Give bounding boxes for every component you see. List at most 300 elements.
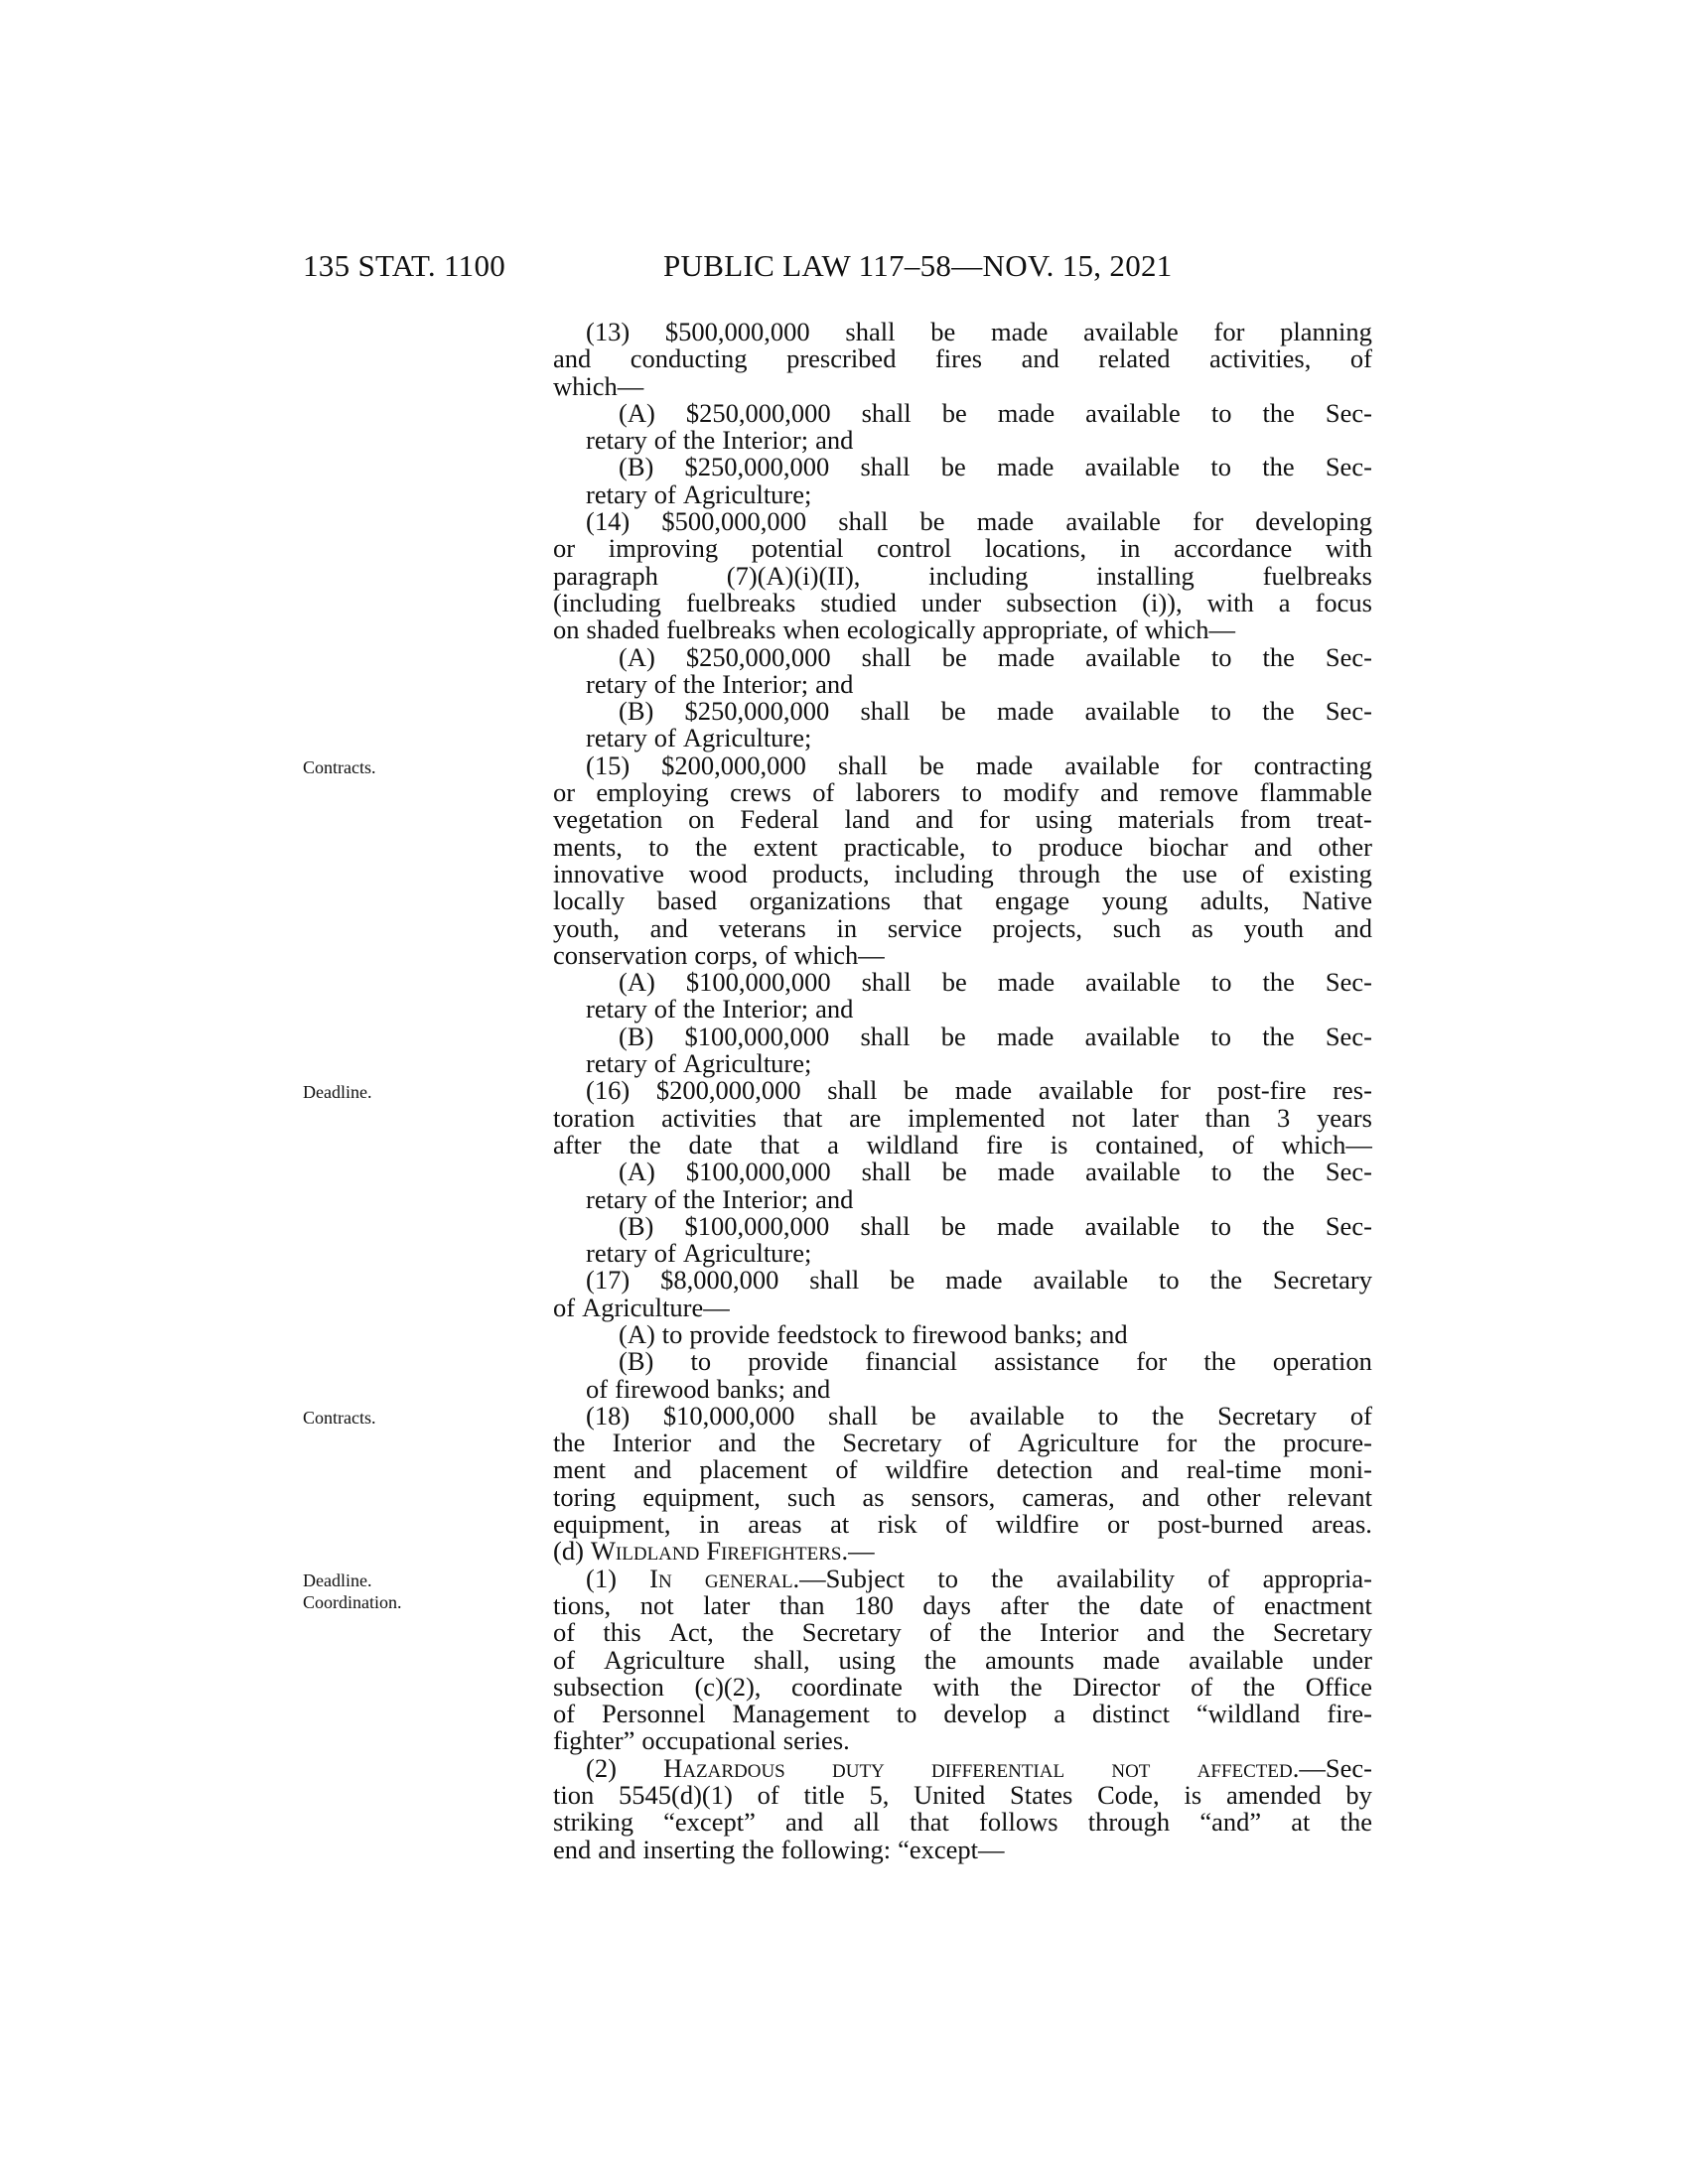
word: (18) (586, 1400, 631, 1431)
word: made (976, 506, 1035, 537)
small-caps-text: duty (832, 1752, 885, 1783)
word: engage (995, 886, 1070, 916)
word: be (930, 317, 956, 346)
word: wildland (866, 1129, 959, 1160)
word: be (890, 1265, 915, 1296)
word: the (742, 1834, 774, 1864)
word: available (1064, 750, 1160, 780)
word: “wildland (1196, 1699, 1301, 1729)
text-line (553, 1373, 1372, 1404)
small-caps-text: Firefighters (706, 1536, 842, 1567)
margin-note (303, 1407, 376, 1429)
word: areas. (1311, 1509, 1372, 1540)
word: when (782, 614, 840, 645)
word: available (1085, 397, 1181, 428)
word: shaded (586, 614, 660, 645)
word: other (1318, 831, 1372, 862)
word: fuelbreaks (685, 587, 796, 617)
margin-note-line: Coordination. (303, 1591, 402, 1612)
word: retary (586, 994, 647, 1024)
word (991, 1563, 1024, 1593)
word: and (1146, 1617, 1186, 1648)
word: the (1262, 452, 1295, 482)
word: made (996, 696, 1055, 727)
word: related (1098, 343, 1171, 374)
word: Agriculture; (682, 1238, 812, 1269)
text-line (553, 1183, 1372, 1214)
word: the (1262, 397, 1295, 428)
word: be (911, 1400, 936, 1431)
word (931, 1752, 1065, 1783)
word: of (653, 723, 676, 753)
word: the (553, 1428, 586, 1458)
word: other (1206, 1481, 1261, 1512)
word: (15) (586, 750, 631, 780)
word: banks; (716, 1373, 785, 1404)
text-line (553, 1318, 1372, 1349)
small-caps-text: Hazardous (663, 1752, 785, 1783)
word (1207, 1563, 1230, 1593)
word: to (1210, 1210, 1232, 1241)
word: is (1184, 1780, 1202, 1811)
word (591, 1538, 699, 1565)
word: retary (586, 1183, 647, 1214)
word: (7)(A)(i)(II), (726, 560, 861, 591)
word: (A) (619, 967, 655, 998)
word: available (1038, 1075, 1134, 1106)
word: financial (865, 1346, 958, 1377)
word: and (815, 668, 854, 699)
word: and (1100, 777, 1139, 808)
word: including (894, 858, 994, 888)
text-line (553, 996, 1372, 1023)
word: of (1191, 1671, 1213, 1702)
word (1196, 1752, 1372, 1783)
word: treat- (1316, 804, 1372, 835)
word: $200,000,000 (655, 1075, 801, 1106)
word: placement (699, 1454, 808, 1485)
word: at (1291, 1807, 1311, 1838)
word: than (1204, 1102, 1251, 1133)
word: under (1312, 1644, 1372, 1675)
word: of (945, 1509, 968, 1540)
word: date (1139, 1589, 1184, 1620)
word: available (1085, 1157, 1181, 1187)
word: available (1084, 1210, 1181, 1241)
word: projects, (992, 912, 1083, 943)
word: 5, (869, 1780, 890, 1811)
word (1111, 1752, 1151, 1783)
text-line (553, 1619, 1372, 1646)
word (832, 1752, 885, 1783)
text-line (553, 858, 1372, 888)
margin-note-line: Deadline. (303, 1082, 372, 1103)
word: real-time (1186, 1454, 1282, 1485)
word: $100,000,000 (685, 967, 831, 998)
word: in (699, 1509, 720, 1540)
margin-note (303, 1570, 402, 1613)
text-line (553, 698, 1372, 725)
word: contracting (1253, 750, 1372, 780)
word: Agriculture; (682, 1048, 812, 1079)
word: (c)(2), (694, 1671, 762, 1702)
text-line (553, 370, 1372, 401)
word: studied (820, 587, 897, 617)
text-run: (2) (586, 1752, 617, 1783)
word: to (1210, 1157, 1232, 1187)
word: of (929, 1617, 952, 1648)
text-line (553, 1159, 1372, 1185)
word: vegetation (553, 804, 663, 835)
word: ments, (553, 831, 623, 862)
word: the (923, 1644, 957, 1675)
word: firewood (912, 1318, 1008, 1349)
word: to (661, 1318, 683, 1349)
word: made (997, 397, 1055, 428)
margin-note (303, 756, 376, 778)
word: available (1085, 641, 1181, 672)
word: $250,000,000 (684, 696, 830, 727)
word: available (1083, 317, 1179, 346)
word: Management (732, 1699, 870, 1729)
word: retary (586, 1238, 647, 1269)
word: (B) (619, 452, 654, 482)
small-caps-text: In (649, 1563, 672, 1593)
word: sensors, (911, 1481, 996, 1512)
word: using (838, 1644, 896, 1675)
text-run: (1) (586, 1563, 617, 1593)
word: operation (1272, 1346, 1372, 1377)
word: Interior; (722, 1183, 809, 1214)
word: retary (586, 668, 647, 699)
word: or (553, 533, 576, 564)
word: the (1242, 1671, 1276, 1702)
word: that (922, 886, 963, 916)
text-line (553, 1782, 1372, 1809)
word: the (1212, 1617, 1245, 1648)
small-caps-text: differential (931, 1752, 1065, 1783)
word: fuelbreaks (666, 614, 776, 645)
text-run: the (991, 1563, 1024, 1593)
word: such (1112, 912, 1162, 943)
word: Agriculture; (682, 478, 812, 509)
word: available (1189, 1644, 1284, 1675)
text-line (553, 779, 1372, 806)
word: extent (753, 831, 818, 862)
text-line (553, 397, 1372, 428)
word: later (703, 1589, 751, 1620)
word: after (553, 1129, 602, 1160)
word (704, 1563, 906, 1593)
word: young (1101, 886, 1169, 916)
word: post-fire (1216, 1075, 1307, 1106)
word: by (1345, 1780, 1372, 1811)
word: the (629, 1129, 661, 1160)
word: amounts (985, 1644, 1074, 1675)
text-run: (d) (553, 1536, 584, 1567)
word: to (896, 1699, 917, 1729)
word: made (996, 1021, 1055, 1051)
word: be (940, 1021, 966, 1051)
word: be (941, 397, 967, 428)
word: accordance (1174, 533, 1293, 564)
word: banks; (1014, 1318, 1083, 1349)
word: of (812, 777, 835, 808)
word: of (1115, 614, 1138, 645)
word: youth, (553, 912, 620, 943)
word: Sec- (1325, 397, 1372, 428)
text-line (553, 1671, 1372, 1702)
word: Native (1302, 886, 1372, 916)
text-line (553, 1538, 1372, 1565)
word: that (910, 1807, 949, 1838)
word (586, 1563, 617, 1593)
word: “except— (898, 1834, 1005, 1864)
word: with (1325, 533, 1372, 564)
word: which— (1144, 614, 1236, 645)
word: be (941, 641, 967, 672)
word: wildfire (995, 1509, 1079, 1540)
word: $500,000,000 (664, 317, 810, 346)
word: of (1231, 1129, 1254, 1160)
word: the (1223, 1428, 1256, 1458)
word: the (1262, 1157, 1295, 1187)
word: corps, (694, 939, 759, 970)
word: shall (860, 452, 911, 482)
text-line (553, 1292, 1372, 1322)
word: Sec- (1325, 696, 1372, 727)
word (1262, 1563, 1372, 1593)
word: remove (1159, 777, 1239, 808)
word: made (997, 967, 1055, 998)
word: and (914, 804, 954, 835)
word: through (1018, 858, 1101, 888)
word: to (1097, 1400, 1119, 1431)
word: and (1334, 912, 1372, 943)
word: of (653, 1238, 676, 1269)
word: the (1077, 1589, 1111, 1620)
word: focus (1315, 587, 1372, 617)
word: retary (586, 723, 647, 753)
word: inserting (642, 1834, 736, 1864)
word: a (1278, 587, 1291, 617)
word: or (1107, 1509, 1130, 1540)
text-run: appropria- (1262, 1563, 1372, 1593)
word (649, 1563, 672, 1593)
word: be (941, 967, 967, 998)
text-line (553, 616, 1372, 643)
text-line (553, 1210, 1372, 1241)
word: to (961, 777, 982, 808)
word: provide (748, 1346, 829, 1377)
word: be (940, 696, 966, 727)
word: at (830, 1509, 850, 1540)
word: laborers (855, 777, 940, 808)
word: for (1136, 1346, 1168, 1377)
word: shall (860, 1210, 911, 1241)
word: shall (828, 1400, 879, 1431)
word: shall, (753, 1644, 810, 1675)
word: 180 (854, 1589, 894, 1620)
word: paragraph (553, 560, 658, 591)
word: veterans (718, 912, 806, 943)
text-line (553, 1727, 1372, 1754)
word: shall (838, 506, 889, 537)
word: the (1262, 641, 1295, 672)
word: made (997, 641, 1055, 672)
word: existing (1288, 858, 1372, 888)
word: made (1102, 1644, 1161, 1675)
word: youth (1243, 912, 1305, 943)
word: all (853, 1807, 880, 1838)
word: available (1084, 696, 1181, 727)
word: service (887, 912, 962, 943)
word (663, 1752, 785, 1783)
word: and (1141, 1481, 1181, 1512)
text-run: .—Sec- (1292, 1752, 1372, 1783)
word: made (990, 317, 1049, 346)
word: (B) (619, 1210, 654, 1241)
text-run: availability (1055, 1563, 1176, 1593)
word: “except” (663, 1807, 756, 1838)
word: enactment (1264, 1589, 1372, 1620)
word: follows (979, 1807, 1058, 1838)
word: planning (1280, 317, 1372, 346)
text-line (553, 560, 1372, 591)
word: coordinate (791, 1671, 903, 1702)
margin-note (303, 1081, 371, 1103)
word: shall (845, 317, 896, 346)
word: “and” (1199, 1807, 1262, 1838)
word: the (1203, 1346, 1236, 1377)
text-line (553, 454, 1372, 480)
text-line (553, 1644, 1372, 1675)
word: including (928, 560, 1029, 591)
text-line (553, 752, 1372, 779)
word: the (1209, 1265, 1242, 1296)
word: and (633, 1454, 672, 1485)
word: Office (1305, 1671, 1372, 1702)
word: made (954, 1075, 1013, 1106)
word: which— (553, 370, 644, 401)
word: to (1210, 967, 1232, 998)
text-line (553, 1077, 1372, 1104)
word: Sec- (1325, 1157, 1372, 1187)
word: from (1239, 804, 1292, 835)
word: to (648, 831, 669, 862)
text-line (553, 478, 1372, 509)
word: the (782, 1428, 816, 1458)
word: or (553, 777, 576, 808)
word: that (760, 1129, 800, 1160)
word: shall (809, 1265, 860, 1296)
text-line (553, 1834, 1372, 1864)
word: shall (861, 641, 912, 672)
word: available (1084, 1021, 1181, 1051)
word: Interior; (722, 994, 809, 1024)
text-line (553, 1267, 1372, 1294)
word: shall (860, 696, 911, 727)
word: equipment, (642, 1481, 761, 1512)
word: the (979, 1617, 1012, 1648)
word: of (835, 1454, 858, 1485)
word: available (1084, 452, 1181, 482)
word: practicable, (843, 831, 966, 862)
text-line (553, 587, 1372, 617)
word: shall (827, 1075, 878, 1106)
word: toring (553, 1481, 617, 1512)
word: with (1206, 587, 1254, 617)
word: of (757, 1780, 779, 1811)
word: of (653, 478, 676, 509)
word: $250,000,000 (684, 452, 830, 482)
word: (A) (619, 641, 655, 672)
word: and (598, 1834, 636, 1864)
word: with (932, 1671, 980, 1702)
word: improving (608, 533, 719, 564)
word: Agriculture (603, 1644, 726, 1675)
word: the (1262, 967, 1295, 998)
running-header-law: PUBLIC LAW 117–58—NOV. 15, 2021 (663, 248, 1173, 283)
word: organizations (749, 886, 892, 916)
word: tion (553, 1780, 595, 1811)
text-line (553, 535, 1372, 562)
word: to (1210, 452, 1232, 482)
word: such (786, 1481, 836, 1512)
text-line (553, 508, 1372, 535)
word: of (653, 1183, 676, 1214)
text-run: of (1207, 1563, 1230, 1593)
word: and (1021, 343, 1059, 374)
word: retary (586, 425, 647, 456)
word: as (862, 1481, 885, 1512)
word: and (718, 1428, 757, 1458)
word: be (918, 750, 944, 780)
word: for (1191, 750, 1222, 780)
text-line (553, 912, 1372, 943)
word: (B) (619, 696, 654, 727)
text-line (553, 1589, 1372, 1620)
word: be (940, 1210, 966, 1241)
word: Personnel (602, 1699, 706, 1729)
text-line (553, 1752, 1372, 1783)
word: to (690, 1346, 712, 1377)
word: the (742, 1617, 774, 1648)
word: employing (596, 777, 709, 808)
word: developing (1255, 506, 1372, 537)
word: made (997, 1157, 1055, 1187)
word (586, 1752, 617, 1783)
word: and (815, 994, 854, 1024)
word: (B) (619, 1346, 654, 1377)
text-line (553, 1701, 1372, 1727)
word: and (1089, 1318, 1128, 1349)
word: fires (934, 343, 983, 374)
word: products, (772, 858, 870, 888)
word: to (884, 1318, 906, 1349)
word: Code, (1097, 1780, 1160, 1811)
small-caps-text: affected (1196, 1752, 1293, 1783)
word: not (1071, 1102, 1106, 1133)
word: to (1210, 641, 1232, 672)
word: is (1050, 1129, 1068, 1160)
word: Interior (1040, 1617, 1119, 1648)
word: wood (688, 858, 748, 888)
text-line (553, 939, 1372, 970)
word: the (682, 425, 716, 456)
word: $8,000,000 (660, 1265, 779, 1296)
word: in (836, 912, 858, 943)
